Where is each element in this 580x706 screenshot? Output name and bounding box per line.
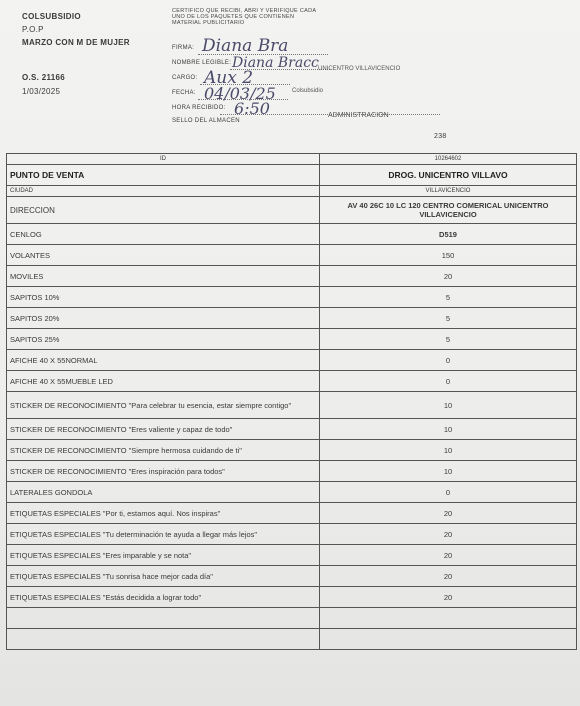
campaign-name: MARZO CON M DE MUJER	[22, 38, 130, 47]
row-label: ETIQUETAS ESPECIALES "Por ti, estamos aquí. Nos inspiras"	[7, 503, 320, 524]
table-row	[7, 329, 577, 350]
row-label: VOLANTES	[7, 245, 320, 266]
row-value: D519	[320, 224, 577, 245]
row-label: SAPITOS 10%	[7, 287, 320, 308]
table-row	[7, 186, 577, 197]
row-label: STICKER DE RECONOCIMIENTO "Eres inspiración para todos"	[7, 461, 320, 482]
row-label: PUNTO DE VENTA	[7, 165, 320, 186]
row-label: ETIQUETAS ESPECIALES "Estás decidida a lograr todo"	[7, 587, 320, 608]
pop-label: P.O.P	[22, 25, 44, 34]
row-value: 10264602	[320, 154, 577, 165]
row-label: STICKER DE RECONOCIMIENTO "Eres valiente y capaz de todo"	[7, 419, 320, 440]
row-value: 20	[320, 587, 577, 608]
table-row	[7, 482, 577, 503]
firma-label: FIRMA:	[172, 45, 195, 51]
row-value: 10	[320, 392, 577, 419]
table-row	[7, 245, 577, 266]
row-value: 5	[320, 329, 577, 350]
table-row	[7, 503, 577, 524]
fecha-label: FECHA:	[172, 90, 196, 96]
row-value: 10	[320, 419, 577, 440]
row-label: CENLOG	[7, 224, 320, 245]
table-row	[7, 224, 577, 245]
row-value: AV 40 26C 10 LC 120 CENTRO COMERICAL UNICENTRO VILLAVICENCIO	[320, 197, 577, 224]
table-row-empty	[7, 629, 577, 650]
row-label: ID	[7, 154, 320, 165]
stamp-line-3: ADMINISTRACION	[328, 112, 389, 119]
row-value: 20	[320, 503, 577, 524]
row-label: MOVILES	[7, 266, 320, 287]
handwritten-cargo: Aux 2	[204, 68, 254, 88]
handwritten-hora: 6:50	[234, 99, 270, 118]
table-row	[7, 350, 577, 371]
table-row	[7, 392, 577, 419]
document-date: 1/03/2025	[22, 87, 61, 96]
table-row	[7, 308, 577, 329]
row-value: 0	[320, 350, 577, 371]
row-label: SAPITOS 20%	[7, 308, 320, 329]
row-label: STICKER DE RECONOCIMIENTO "Para celebrar tu esencia, estar siempre contigo"	[7, 392, 320, 419]
row-label: ETIQUETAS ESPECIALES "Tu sonrisa hace mejor cada día"	[7, 566, 320, 587]
table-row	[7, 461, 577, 482]
row-label: AFICHE 40 X 55MUEBLE LED	[7, 371, 320, 392]
row-value: 20	[320, 566, 577, 587]
row-value: 5	[320, 287, 577, 308]
company-name: COLSUBSIDIO	[22, 12, 81, 21]
stamp-line-2: Colsubsidio	[292, 88, 324, 94]
row-value: 0	[320, 482, 577, 503]
row-value: 20	[320, 266, 577, 287]
row-value: 20	[320, 524, 577, 545]
row-label: ETIQUETAS ESPECIALES "Eres imparable y se nota"	[7, 545, 320, 566]
page-number: 238	[434, 133, 447, 140]
row-label: DIRECCION	[7, 197, 320, 224]
row-label: CIUDAD	[7, 186, 320, 197]
hora-label: HORA RECIBIDO:	[172, 105, 226, 111]
row-label: SAPITOS 25%	[7, 329, 320, 350]
row-value: VILLAVICENCIO	[320, 186, 577, 197]
row-value: 150	[320, 245, 577, 266]
handwritten-fecha: 04/03/25	[204, 84, 276, 103]
sello-label: SELLO DEL ALMACEN	[172, 118, 240, 124]
row-label: STICKER DE RECONOCIMIENTO "Siempre hermosa cuidando de ti"	[7, 440, 320, 461]
table-row	[7, 587, 577, 608]
inventory-table	[6, 153, 577, 650]
row-label: LATERALES GONDOLA	[7, 482, 320, 503]
row-value: 20	[320, 545, 577, 566]
table-row	[7, 154, 577, 165]
table-row	[7, 440, 577, 461]
table-row	[7, 371, 577, 392]
handwritten-nombre: Diana Bracc	[232, 55, 319, 71]
row-value: 10	[320, 440, 577, 461]
row-value: 0	[320, 371, 577, 392]
table-row	[7, 197, 577, 224]
table-row	[7, 266, 577, 287]
row-label: AFICHE 40 X 55NORMAL	[7, 350, 320, 371]
table-row	[7, 287, 577, 308]
handwritten-firma: Diana Bra	[202, 36, 289, 56]
row-value: DROG. UNICENTRO VILLAVO	[320, 165, 577, 186]
os-number: O.S. 21166	[22, 73, 66, 82]
table-row	[7, 524, 577, 545]
row-value: 10	[320, 461, 577, 482]
table-row	[7, 165, 577, 186]
row-label: ETIQUETAS ESPECIALES "Tu determinación te ayuda a llegar más lejos"	[7, 524, 320, 545]
table-row-empty	[7, 608, 577, 629]
cargo-label: CARGO:	[172, 75, 198, 81]
nombre-label: NOMBRE LEGIBLE:	[172, 60, 232, 66]
table-row	[7, 419, 577, 440]
table-row	[7, 566, 577, 587]
stamp-line-1: UNICENTRO VILLAVICENCIO	[318, 66, 401, 72]
certificate-text: CERTIFICO QUE RECIBI, ABRI Y VERIFIQUE CADA UNO DE LOS PAQUETES QUE CONTIENEN MATERIAL PUBLICITARIO	[172, 8, 317, 26]
table-row	[7, 545, 577, 566]
row-value: 5	[320, 308, 577, 329]
